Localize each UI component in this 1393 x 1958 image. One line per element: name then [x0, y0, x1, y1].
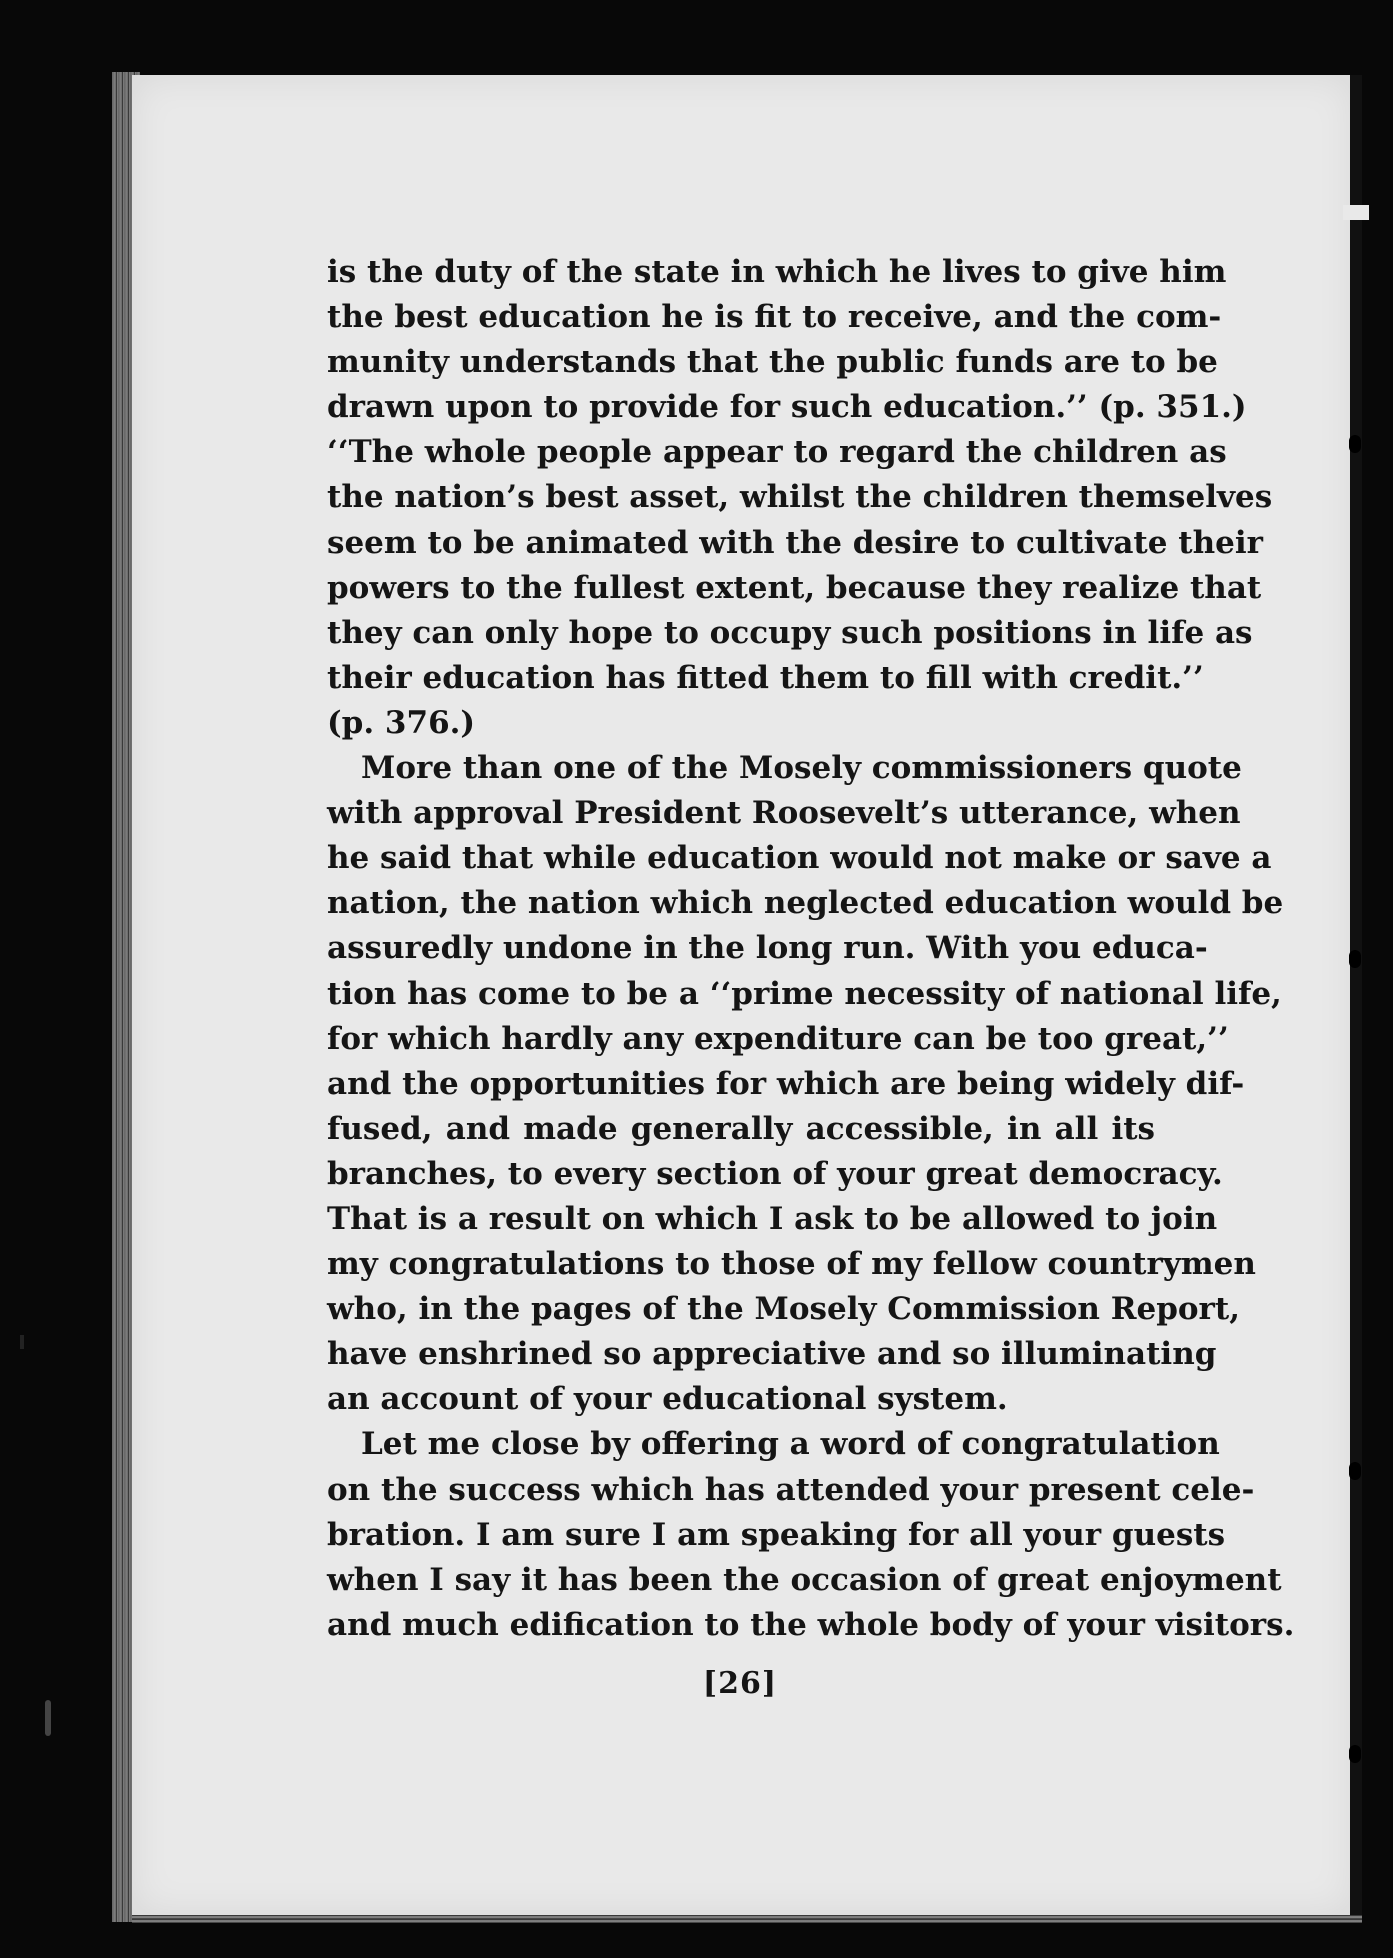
- text-line: (p. 376.): [327, 704, 476, 741]
- text-line: he said that while education would not make or save a: [327, 840, 1272, 877]
- text-line: is the duty of the state in which he lives to give him: [327, 254, 1227, 290]
- page-stack-bottom-edge: [132, 1915, 1362, 1923]
- text-line: ‘‘The whole people appear to regard the children as: [327, 434, 1227, 471]
- text-line: my congratulations to those of my fellow countrymen: [327, 1246, 1256, 1283]
- text-line: powers to the fullest extent, because they realize that: [327, 569, 1262, 606]
- text-line: and the opportunities for which are being widely dif-: [327, 1065, 1245, 1102]
- text-line: munity understands that the public funds are to be: [327, 344, 1218, 381]
- text-line: they can only hope to occupy such positions in life as: [327, 614, 1253, 651]
- text-line: when I say it has been the occasion of great enjoyment: [327, 1561, 1282, 1598]
- text-line: with approval President Roosevelt’s utterance, when: [327, 795, 1241, 832]
- text-line: Let me close by offering a word of congratulation: [361, 1426, 1220, 1463]
- binding-knob: [1349, 950, 1361, 968]
- text-line: an account of your educational system.: [327, 1381, 1008, 1418]
- text-line: have enshrined so appreciative and so illuminating: [327, 1336, 1217, 1373]
- text-line: fused, and made generally accessible, in all its: [327, 1110, 1155, 1147]
- text-line: their education has fitted them to fill with credit.’’: [327, 659, 1204, 696]
- text-line: the nation’s best asset, whilst the children themselves: [327, 479, 1273, 516]
- text-line: on the success which has attended your present cele-: [327, 1471, 1255, 1508]
- text-line: More than one of the Mosely commissioners quote: [361, 750, 1242, 787]
- text-line: branches, to every section of your great democracy.: [327, 1155, 1223, 1192]
- scan-speck: [20, 1335, 24, 1349]
- text-line: seem to be animated with the desire to cultivate their: [327, 524, 1263, 561]
- text-line: and much edification to the whole body of your visitors.: [327, 1606, 1295, 1643]
- text-line: nation, the nation which neglected education would be: [327, 885, 1284, 922]
- text-line: assuredly undone in the long run. With you educa-: [327, 930, 1208, 967]
- page-number: [26]: [702, 1666, 778, 1701]
- text-line: drawn upon to provide for such education.’’ (p. 351.): [327, 389, 1247, 426]
- text-line: tion has come to be a ‘‘prime necessity of national life,: [327, 975, 1282, 1012]
- binding-knob: [1349, 1462, 1361, 1480]
- text-line: who, in the pages of the Mosely Commission Report,: [327, 1291, 1241, 1328]
- text-line: the best education he is fit to receive, and the com-: [327, 299, 1222, 336]
- binding-knob: [1349, 435, 1361, 453]
- text-line: bration. I am sure I am speaking for all your guests: [327, 1516, 1226, 1553]
- binding-knob: [1349, 1745, 1361, 1763]
- binding-gap: [1343, 205, 1369, 220]
- text-line: for which hardly any expenditure can be too great,’’: [327, 1020, 1229, 1057]
- text-line: That is a result on which I ask to be allowed to join: [327, 1200, 1218, 1237]
- body-text: [327, 250, 1295, 1648]
- binding-right-edge: [1350, 75, 1362, 1920]
- scan-speck: [45, 1700, 51, 1736]
